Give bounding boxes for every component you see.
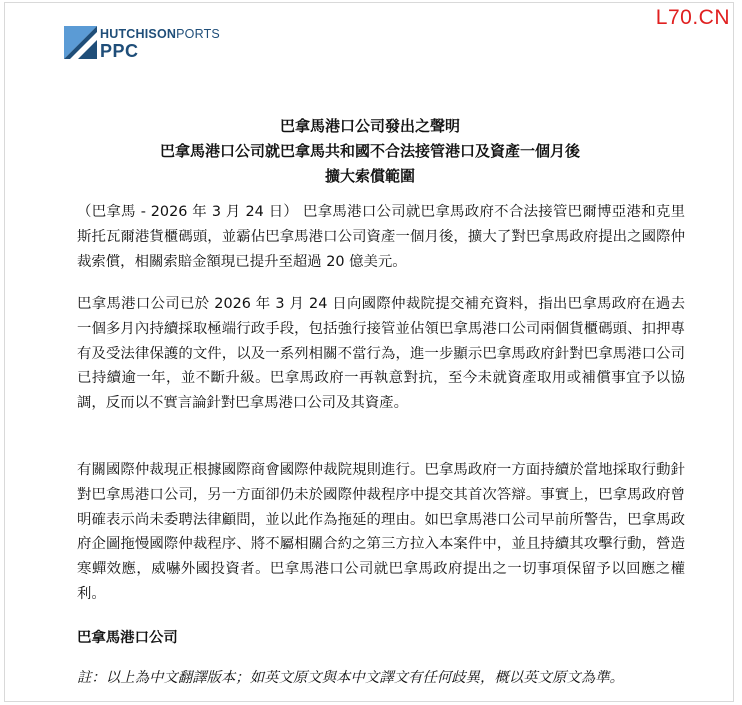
title-line-2: 巴拿馬港口公司就巴拿馬共和國不合法接管港口及資產一個月後 — [159, 142, 580, 160]
logo-brand-bold: HUTCHISON — [100, 27, 177, 41]
paragraph-2: 巴拿馬港口公司已於 2026 年 3 月 24 日向國際仲裁院提交補充資料，指出巴拿馬政府在過去一個多月內持續採取極端行政手段，包括強行接管並佔領巴拿馬港口公司兩個貨櫃碼頭、扣押專有及受法律保護的文件，以及一系列相關不當行為，進一步顯示巴拿馬政府針對巴拿馬港口公司已持續逾一年，並不斷升級。巴拿馬政府一再執意對抗，至今未就資產取用或補償事宜予以協調，反而以不實言論針對巴拿馬港口公司及其資產。 — [77, 296, 685, 412]
paragraph-3: 有關國際仲裁現正根據國際商會國際仲裁院規則進行。巴拿馬政府一方面持續於當地採取行動針對巴拿馬港口公司，另一方面卻仍未於國際仲裁程序中提交其首次答辯。事實上，巴拿馬政府曾明確表示尚未委聘法律顧問，並以此作為拖延的理由。如巴拿馬港口公司早前所警告，巴拿馬政府企圖拖慢國際仲裁程序、將不屬相關合約之第三方拉入本案件中，並且持續其攻擊行動，營造寒蟬效應，威嚇外國投資者。巴拿馬港口公司就巴拿馬政府提出之一切事項保留予以回應之權利。 — [77, 462, 685, 602]
ports-logo-icon — [64, 26, 97, 59]
site-watermark: L70.CN — [655, 6, 730, 29]
logo-wordmark — [100, 27, 220, 41]
statement-title — [60, 114, 680, 189]
translation-note: 註：以上為中文翻譯版本；如英文原文與本中文譯文有任何歧異，概以英文原文為準。 — [77, 670, 624, 686]
paragraph-1: （巴拿馬 - 2026 年 3 月 24 日） 巴拿馬港口公司就巴拿馬政府不合法接管巴爾博亞港和克里斯托瓦爾港貨櫃碼頭，並霸佔巴拿馬港口公司資產一個月後，擴大了對巴拿馬政府提出之國際仲裁索償，相關索賠金額現已提升至超過 20 億美元。 — [77, 204, 685, 270]
signature: 巴拿馬港口公司 — [77, 630, 178, 646]
title-line-1: 巴拿馬港口公司發出之聲明 — [279, 117, 460, 135]
title-line-3: 擴大索償範圍 — [324, 167, 415, 185]
logo-brand-light: PORTS — [176, 27, 220, 41]
logo-sub: PPC — [100, 41, 139, 61]
